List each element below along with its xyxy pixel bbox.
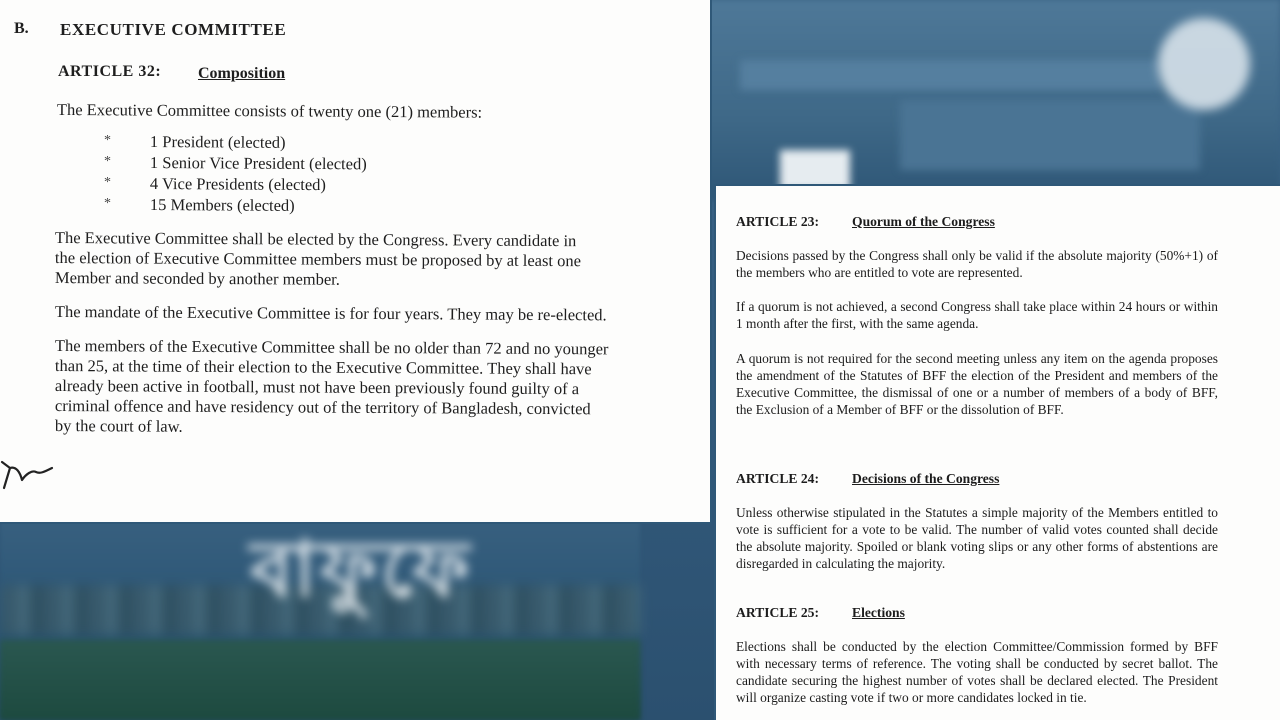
background-window-block	[900, 100, 1200, 170]
article-24-paragraph-1: Unless otherwise stipulated in the Statutes a simple majority of the Members entitled to vote is sufficient for a vote to be valid. The number of valid votes counted shall decide the absolute majority. Spoiled or blank voting slips or any other forms of abstentions are disregarded in calculating the majority.	[736, 505, 1218, 571]
section-letter: B.	[14, 20, 29, 37]
article-23-paragraph-3: A quorum is not required for the second meeting unless any item on the agenda proposes the amendment of the Statutes of BFF the election of the President and members of the Executive Committee, the dismissal of one or a number of members of a body of BFF, the Exclusion of a Member of BFF or the dissolution of BFF.	[736, 351, 1218, 417]
article-23-label: ARTICLE 23:	[736, 214, 819, 229]
background-grass	[0, 640, 640, 720]
article-23-paragraph-1: Decisions passed by the Congress shall only be valid if the absolute majority (50%+1) of the members who are entitled to vote are represented.	[736, 248, 1218, 280]
document-articles-23-25	[716, 186, 1280, 720]
section-title: EXECUTIVE COMMITTEE	[60, 20, 287, 39]
member-item: 4 Vice Presidents (elected)	[149, 174, 327, 195]
paragraph-line: by the court of law.	[54, 416, 183, 436]
paragraph-line: already been active in football, must not have been previously found guilty of a	[54, 376, 580, 399]
paragraph-line: The Executive Committee shall be elected by the Congress. Every candidate in	[54, 228, 577, 251]
bullet-star: *	[104, 175, 111, 190]
article-32-intro: The Executive Committee consists of twenty one (21) members:	[56, 100, 483, 122]
article-25-paragraph-1: Elections shall be conducted by the election Committee/Commission formed by BFF with necessary terms of reference. The voting shall be conducted by secret ballot. The candidate securing the highest number of votes shall be declared elected. The President will organize casting vote if two or more candidates locked in tie.	[736, 639, 1218, 705]
bullet-star: *	[104, 154, 111, 169]
article-23-paragraph-2: If a quorum is not achieved, a second Congress shall take place within 24 hours or within 1 month after the first, with the same agenda.	[736, 299, 1218, 331]
article-24-heading: Decisions of the Congress	[852, 471, 1000, 486]
article-23-heading: Quorum of the Congress	[852, 214, 995, 229]
background-sign	[780, 150, 850, 190]
paragraph-line: criminal offence and have residency out of the territory of Bangladesh, convicted	[54, 396, 591, 419]
bullet-star: *	[104, 133, 111, 148]
article-25-heading: Elections	[852, 605, 905, 620]
member-item: 1 Senior Vice President (elected)	[149, 153, 367, 174]
paragraph-line: The members of the Executive Committee shall be no older than 72 and no younger	[54, 336, 609, 359]
article-32-heading: Composition	[198, 65, 286, 82]
article-24-header	[736, 470, 999, 487]
background-window-band	[740, 60, 1160, 90]
paragraph-line: Member and seconded by another member.	[54, 268, 340, 289]
article-23-header	[736, 213, 995, 230]
article-25-label: ARTICLE 25:	[736, 605, 819, 620]
article-24-label: ARTICLE 24:	[736, 471, 819, 486]
member-item: 1 President (elected)	[149, 132, 286, 152]
paragraph-line: the election of Executive Committee members must be proposed by at least one	[54, 248, 582, 271]
background-logo-text: বাফুফে	[250, 525, 474, 615]
article-32-label: ARTICLE 32:	[58, 63, 162, 80]
paragraph-line: than 25, at the time of their election to the Executive Committee. They shall have	[54, 356, 592, 379]
member-item: 15 Members (elected)	[149, 195, 295, 215]
bullet-star: *	[104, 196, 111, 211]
article-25-header	[736, 604, 905, 621]
paragraph-mandate: The mandate of the Executive Committee is for four years. They may be re-elected.	[54, 302, 607, 325]
signature-mark	[0, 448, 60, 498]
background-emblem	[1158, 18, 1250, 110]
document-article-32	[0, 0, 710, 522]
